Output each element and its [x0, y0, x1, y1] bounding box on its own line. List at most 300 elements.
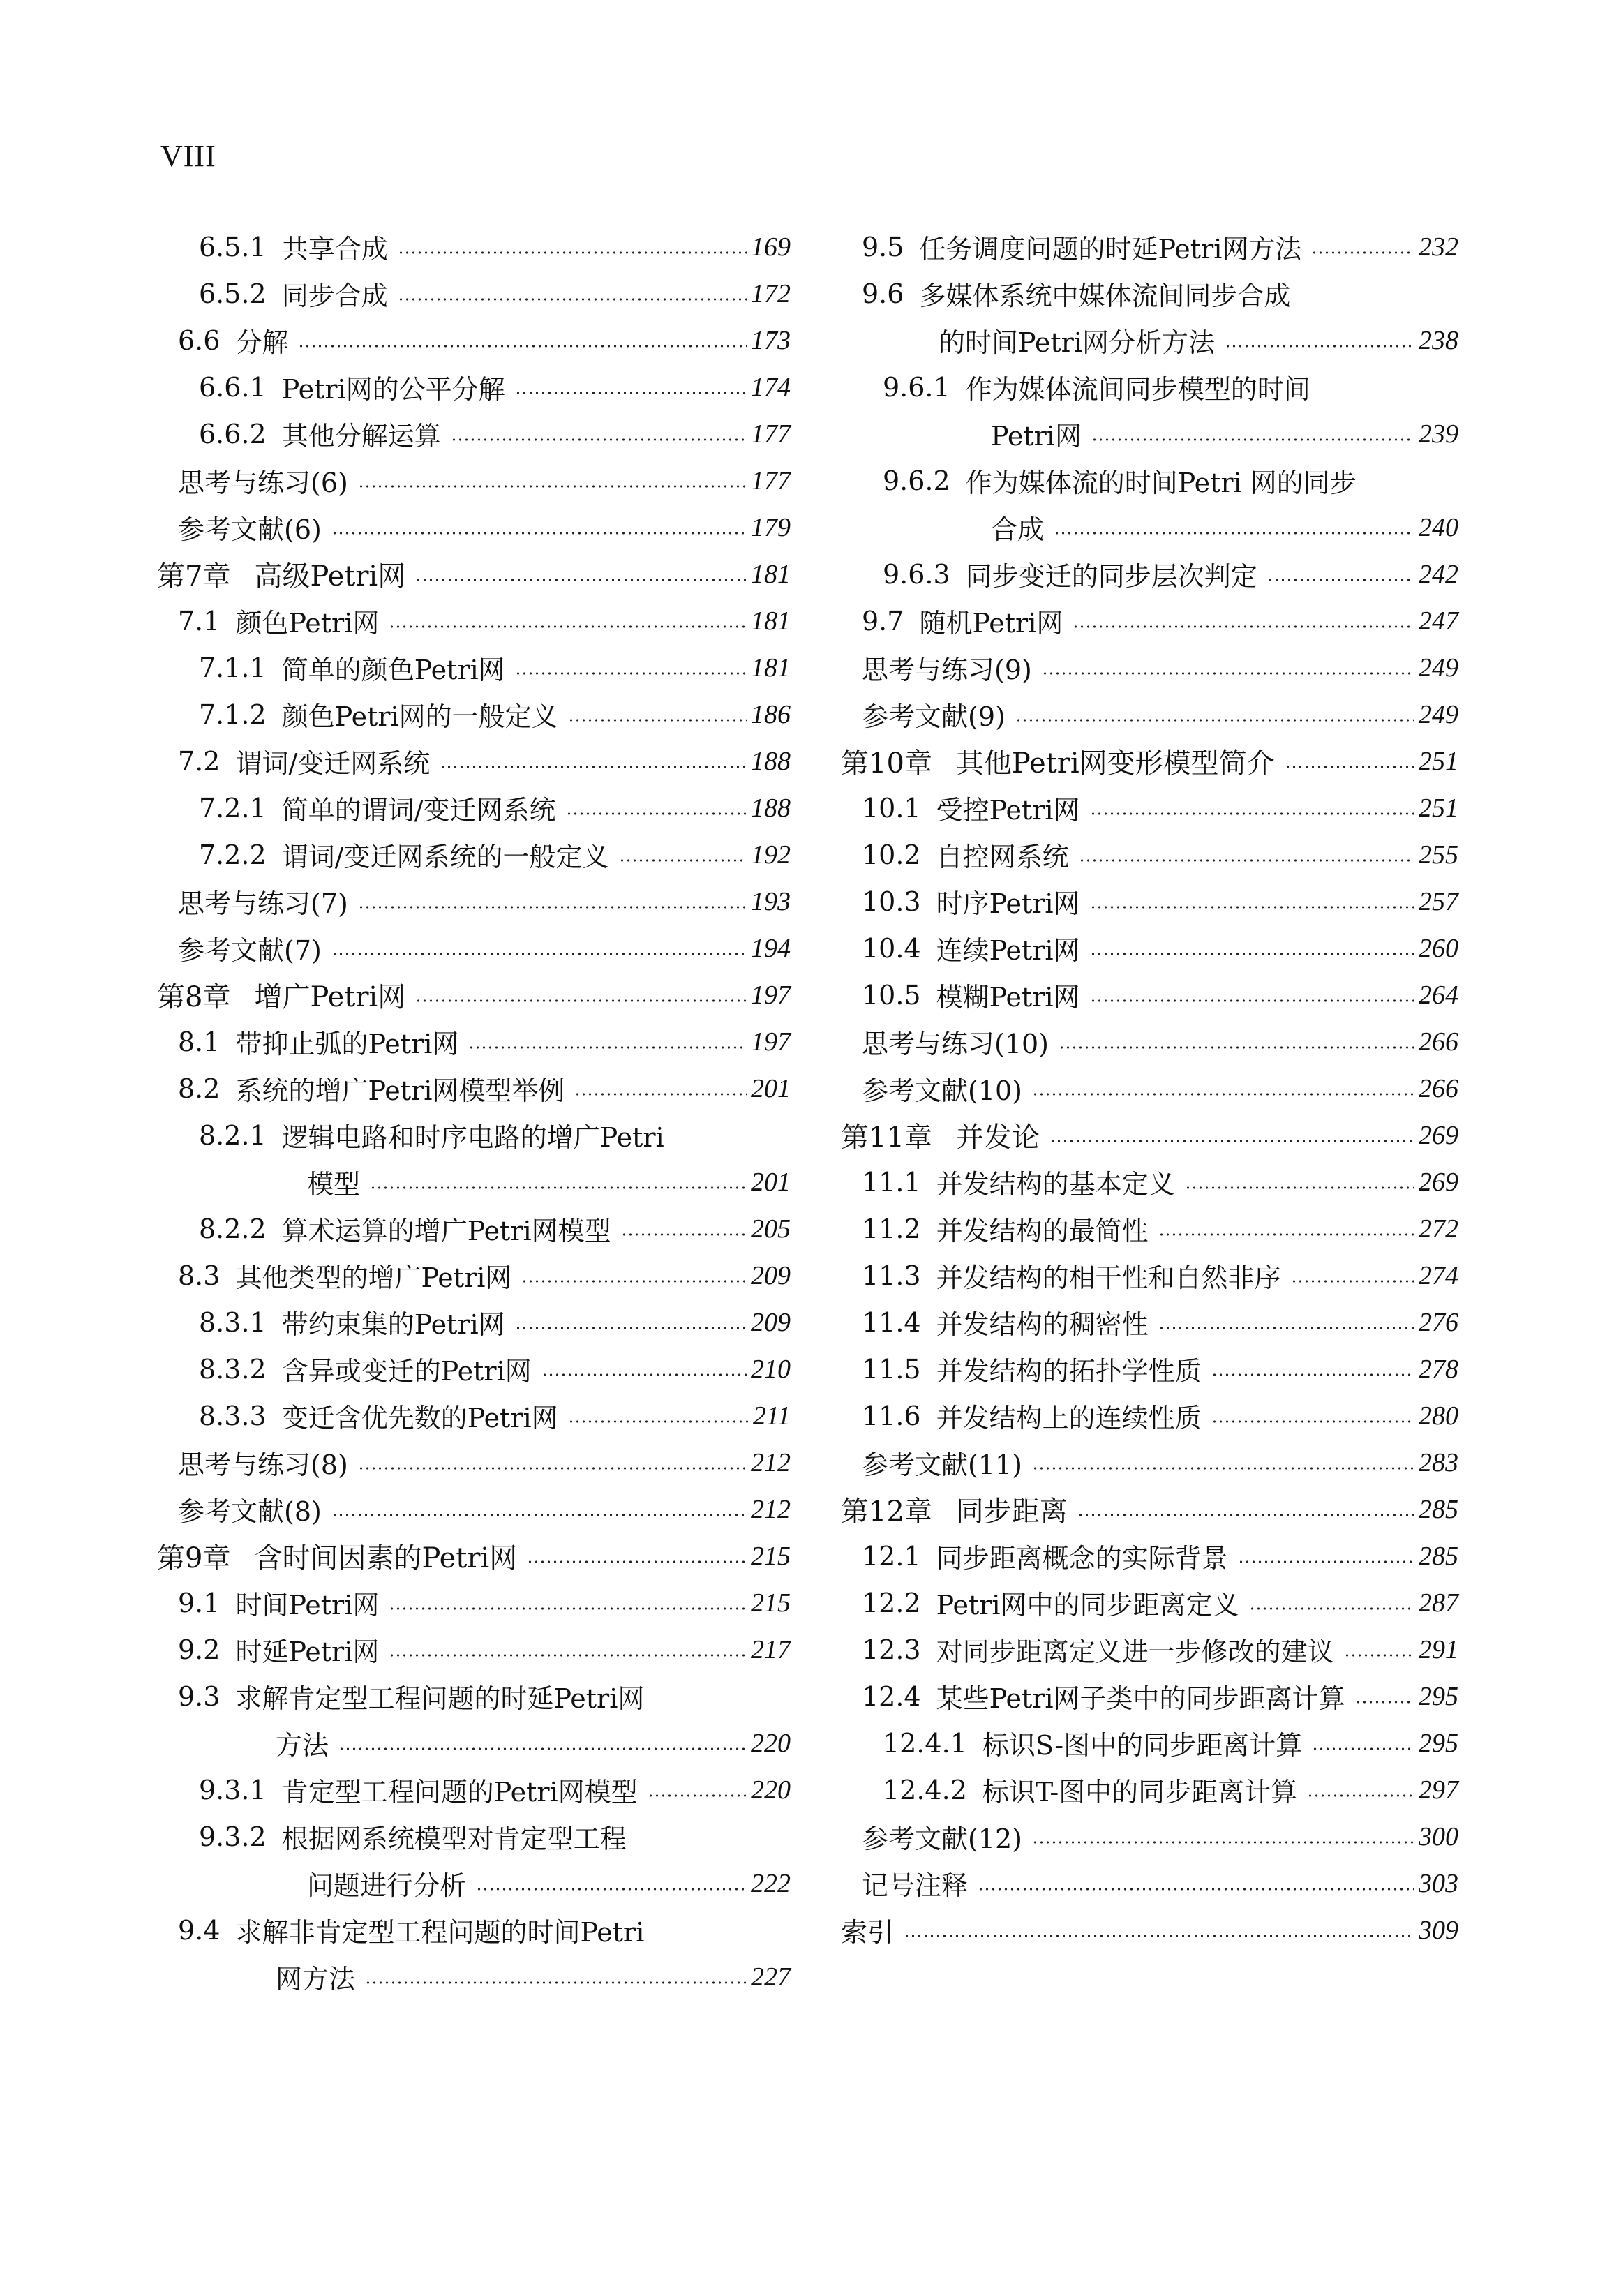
toc-entry-title: Petri网的公平分解: [281, 374, 505, 405]
dot-leader: [1032, 1467, 1414, 1470]
toc-entry: [841, 1907, 1458, 1953]
toc-entry-number: 9.3: [178, 1680, 221, 1712]
toc-entry-page: 303: [1419, 1868, 1458, 1898]
dot-leader: [1307, 1794, 1414, 1797]
toc-entry: [157, 1813, 791, 1860]
toc-entry-number: 11.3: [862, 1260, 921, 1291]
toc-entry-page: 205: [751, 1214, 791, 1244]
toc-entry: [157, 223, 791, 270]
toc-entry-number: 8.3.1: [199, 1306, 267, 1338]
toc-entry-page: 209: [751, 1307, 791, 1337]
toc-entry: [157, 644, 791, 691]
toc-entry-title: 颜色Petri网: [235, 608, 380, 639]
toc-entry: [157, 1673, 791, 1720]
toc-entry: [841, 831, 1458, 878]
toc-entry-title: 谓词/变迁网系统的一般定义: [281, 842, 609, 872]
dot-leader: [398, 251, 747, 254]
toc-entry: [157, 1766, 791, 1813]
dot-leader: [1285, 766, 1414, 768]
toc-entry-number: 11.2: [862, 1213, 921, 1244]
toc-entry-title: Petri网: [991, 421, 1082, 452]
toc-entry-page: 249: [1419, 699, 1458, 729]
toc-entry-page: 227: [751, 1962, 791, 1992]
dot-leader: [1054, 532, 1414, 535]
toc-entry: [157, 457, 791, 504]
toc-entry: [157, 1720, 791, 1766]
toc-entry-number: 12.1: [862, 1540, 921, 1572]
dot-leader: [358, 1467, 747, 1470]
toc-entry-number: 7.2: [178, 745, 221, 777]
dot-leader: [476, 1888, 747, 1891]
dot-leader: [1090, 999, 1414, 1002]
toc-entry-number: 7.1.1: [199, 652, 267, 683]
toc-entry-title: 带约束集的Petri网: [281, 1309, 505, 1340]
dot-leader: [370, 1186, 747, 1189]
dot-leader: [389, 1654, 747, 1657]
toc-entry-number: 7.2.2: [199, 839, 267, 870]
toc-entry-title: 简单的颜色Petri网: [281, 655, 505, 685]
toc-chapter-entry: [841, 1112, 1458, 1158]
dot-leader: [468, 1046, 747, 1049]
toc-entry-number: 8.3: [178, 1260, 221, 1291]
toc-entry: [841, 644, 1458, 691]
toc-entry-page: 220: [751, 1775, 791, 1805]
toc-entry: [841, 410, 1458, 457]
toc-entry-title: 带抑止弧的Petri网: [235, 1029, 459, 1059]
toc-entry: [157, 1626, 791, 1673]
toc-entry-title: 思考与练习(7): [178, 888, 348, 919]
dot-leader: [298, 345, 747, 348]
toc-entry: [841, 270, 1458, 317]
toc-entry-title: 标识T-图中的同步距离计算: [982, 1777, 1298, 1807]
toc-entry: [157, 1860, 791, 1907]
dot-leader: [415, 579, 747, 581]
toc-entry-number: 9.2: [178, 1634, 221, 1665]
toc-entry-page: 291: [1419, 1634, 1458, 1664]
toc-entry-title: 参考文献(7): [178, 935, 322, 966]
toc-entry: [841, 1626, 1458, 1673]
toc-entry-title: 参考文献(6): [178, 514, 322, 545]
toc-entry-number: 10.2: [862, 839, 921, 870]
toc-entry-number: 6.5.1: [199, 231, 267, 262]
dot-leader: [440, 766, 747, 768]
toc-entry-page: 266: [1419, 1073, 1458, 1103]
dot-leader: [1225, 345, 1414, 348]
dot-leader: [1249, 1607, 1414, 1610]
toc-entry-page: 197: [751, 980, 791, 1010]
toc-entry: [157, 878, 791, 925]
dot-leader: [389, 1607, 747, 1610]
toc-entry-number: 10.1: [862, 792, 921, 823]
toc-entry-number: 11.1: [862, 1166, 921, 1198]
toc-entry-title: 并发结构的相干性和自然非序: [936, 1262, 1281, 1293]
toc-entry: [841, 1673, 1458, 1720]
toc-entry: [157, 1065, 791, 1112]
dot-leader: [904, 1935, 1414, 1937]
toc-entry: [157, 738, 791, 784]
toc-entry: [157, 1112, 791, 1158]
toc-entry: [157, 1158, 791, 1205]
dot-leader: [574, 1093, 747, 1096]
toc-entry-number: 9.3.2: [199, 1821, 267, 1852]
toc-entry-number: 9.6.2: [883, 465, 950, 496]
toc-entry-page: 210: [751, 1354, 791, 1384]
toc-entry-title: 模型: [307, 1169, 361, 1200]
dot-leader: [1238, 1560, 1414, 1563]
toc-entry-number: 8.1: [178, 1026, 221, 1057]
toc-entry-number: 12.3: [862, 1634, 921, 1665]
toc-entry: [157, 1392, 791, 1439]
toc-entry: [157, 1345, 791, 1392]
toc-entry-page: 247: [1419, 606, 1458, 636]
toc-entry-page: 212: [751, 1494, 791, 1524]
toc-entry-title: 任务调度问题的时延Petri网方法: [919, 234, 1302, 264]
toc-entry: [157, 1907, 791, 1953]
dot-leader: [521, 1280, 747, 1283]
toc-entry-page: 309: [1419, 1915, 1458, 1945]
toc-entry-title: 根据网系统模型对肯定型工程: [281, 1824, 627, 1854]
toc-entry-page: 297: [1419, 1775, 1458, 1805]
toc-entry: [157, 1018, 791, 1065]
toc-entry-page: 215: [751, 1541, 791, 1571]
page-number: VIII: [160, 139, 216, 173]
toc-entry-page: 269: [1419, 1120, 1458, 1150]
toc-entry-title: 其他分解运算: [281, 421, 441, 452]
toc-entry: [841, 971, 1458, 1018]
toc-entry-title: 随机Petri网: [919, 608, 1063, 639]
toc-entry-page: 251: [1419, 746, 1458, 776]
toc-entry: [841, 1766, 1458, 1813]
toc-entry-title: 并发论: [955, 1121, 1040, 1154]
toc-entry-page: 173: [751, 325, 791, 355]
toc-entry-number: 10.3: [862, 886, 921, 917]
dot-leader: [1291, 1280, 1414, 1283]
toc-entry-number: 第8章: [157, 981, 231, 1013]
toc-entry: [841, 1299, 1458, 1345]
toc-entry-title: 变迁含优先数的Petri网: [281, 1403, 558, 1433]
dot-leader: [566, 812, 747, 815]
dot-leader: [365, 1981, 747, 1984]
dot-leader: [1090, 906, 1414, 909]
toc-entry-page: 278: [1419, 1354, 1458, 1384]
toc-entry-number: 第12章: [841, 1496, 932, 1528]
dot-leader: [978, 1888, 1414, 1891]
toc-entry-title: 求解肯定型工程问题的时延Petri网: [235, 1683, 645, 1714]
toc-entry-title: 谓词/变迁网系统: [235, 748, 431, 779]
toc-entry-number: 9.6: [862, 278, 904, 309]
toc-entry-number: 8.3.2: [199, 1353, 267, 1385]
toc-entry-page: 239: [1419, 419, 1458, 449]
toc-entry: [157, 504, 791, 551]
toc-entry-title: 同步合成: [281, 281, 388, 311]
toc-entry-title: 时序Petri网: [936, 888, 1080, 919]
toc-entry: [157, 784, 791, 831]
toc-entry: [841, 1205, 1458, 1252]
toc-entry: [157, 1953, 791, 2000]
dot-leader: [338, 1747, 747, 1750]
dot-leader: [1355, 1701, 1414, 1704]
dot-leader: [1158, 1327, 1414, 1329]
toc-chapter-entry: [157, 551, 791, 597]
dot-leader: [331, 1514, 747, 1516]
toc-entry-number: 第11章: [841, 1121, 932, 1154]
toc-entry-title: 网方法: [276, 1964, 356, 1995]
toc-entry-title: 索引: [841, 1917, 895, 1948]
dot-leader: [389, 625, 747, 628]
toc-entry-number: 10.5: [862, 979, 921, 1011]
toc-entry-title: 肯定型工程问题的Petri网模型: [281, 1777, 638, 1807]
toc-entry-title: 共享合成: [281, 234, 388, 264]
toc-entry-page: 295: [1419, 1681, 1458, 1711]
toc-entry-title: 受控Petri网: [936, 795, 1080, 826]
toc-entry: [841, 1720, 1458, 1766]
toc-chapter-entry: [157, 1533, 791, 1579]
dot-leader: [1267, 579, 1414, 581]
dot-leader: [1077, 1514, 1414, 1516]
toc-entry-number: 7.2.1: [199, 792, 267, 823]
dot-leader: [1158, 1233, 1414, 1236]
dot-leader: [331, 953, 747, 955]
toc-entry-page: 212: [751, 1447, 791, 1477]
toc-entry: [841, 1065, 1458, 1112]
toc-entry-page: 232: [1419, 232, 1458, 262]
toc-entry-page: 276: [1419, 1307, 1458, 1337]
toc-entry-number: 12.4.2: [883, 1774, 967, 1805]
toc-entry-number: 9.6.1: [883, 371, 950, 403]
toc-entry-page: 269: [1419, 1167, 1458, 1197]
toc-chapter-entry: [841, 738, 1458, 784]
toc-entry-title: 并发结构上的连续性质: [936, 1403, 1202, 1433]
toc-entry: [841, 1860, 1458, 1907]
toc-entry-number: 11.4: [862, 1306, 921, 1338]
toc-entry-title: 多媒体系统中媒体流间同步合成: [919, 281, 1291, 311]
toc-entry-title: 其他Petri网变形模型简介: [955, 747, 1275, 780]
toc-entry-title: 并发结构的基本定义: [936, 1169, 1175, 1200]
toc-entry-page: 264: [1419, 980, 1458, 1010]
toc-entry: [157, 691, 791, 738]
toc-entry: [841, 551, 1458, 597]
dot-leader: [1090, 812, 1414, 815]
dot-leader: [1091, 438, 1414, 441]
toc-entry-page: 181: [751, 559, 791, 589]
toc-entry-page: 174: [751, 372, 791, 402]
dot-leader: [527, 1560, 747, 1563]
toc-entry: [841, 223, 1458, 270]
toc-entry-title: 同步距离概念的实际背景: [936, 1543, 1228, 1574]
toc-entry: [157, 1579, 791, 1626]
toc-entry-title: 连续Petri网: [936, 935, 1080, 966]
toc-entry-title: 算术运算的增广Petri网模型: [281, 1216, 611, 1246]
toc-entry-title: 对同步距离定义进一步修改的建议: [936, 1637, 1334, 1667]
toc-entry-title: 含异或变迁的Petri网: [281, 1356, 532, 1387]
toc-entry: [157, 270, 791, 317]
toc-entry-page: 181: [751, 606, 791, 636]
toc-right-column: [841, 223, 1458, 1953]
toc-entry-title: 简单的谓词/变迁网系统: [281, 795, 556, 826]
toc-entry-page: 211: [752, 1401, 791, 1431]
toc-entry: [841, 504, 1458, 551]
toc-entry-number: 12.4.1: [883, 1727, 967, 1759]
toc-entry-title: 思考与练习(6): [178, 468, 348, 498]
toc-entry-page: 283: [1419, 1447, 1458, 1477]
toc-entry: [841, 784, 1458, 831]
toc-entry-page: 172: [751, 278, 791, 308]
toc-entry: [841, 597, 1458, 644]
toc-entry-page: 201: [751, 1073, 791, 1103]
toc-entry: [157, 1205, 791, 1252]
toc-entry-page: 194: [751, 933, 791, 963]
toc-entry: [841, 925, 1458, 971]
dot-leader: [1211, 1420, 1414, 1423]
dot-leader: [515, 672, 747, 675]
toc-entry-page: 177: [751, 419, 791, 449]
dot-leader: [1312, 1747, 1414, 1750]
toc-entry-title: 模糊Petri网: [936, 982, 1080, 1013]
toc-entry-title: 问题进行分析: [307, 1870, 467, 1901]
toc-entry-title: 某些Petri网子类中的同步距离计算: [936, 1683, 1345, 1714]
toc-entry: [157, 1299, 791, 1345]
toc-entry: [157, 1486, 791, 1533]
toc-left-column: [157, 223, 791, 2000]
toc-entry: [841, 317, 1458, 364]
dot-leader: [568, 719, 747, 722]
toc-entry-title: 增广Petri网: [254, 981, 406, 1013]
toc-entry-title: 思考与练习(8): [178, 1449, 348, 1480]
toc-entry-page: 217: [751, 1634, 791, 1664]
toc-entry-title: 思考与练习(10): [862, 1029, 1049, 1059]
dot-leader: [1211, 1373, 1414, 1376]
toc-entry-page: 192: [751, 840, 791, 870]
dot-leader: [1042, 672, 1414, 675]
dot-leader: [619, 859, 747, 862]
toc-entry: [841, 878, 1458, 925]
dot-leader: [621, 1233, 747, 1236]
toc-entry-title: 含时间因素的Petri网: [254, 1542, 518, 1574]
toc-entry: [841, 1158, 1458, 1205]
toc-entry: [157, 410, 791, 457]
toc-entry-number: 6.6.1: [199, 371, 267, 403]
toc-entry-number: 7.1.2: [199, 699, 267, 730]
toc-entry-page: 220: [751, 1728, 791, 1758]
toc-entry-number: 9.3.1: [199, 1774, 267, 1805]
toc-entry-title: 自控网系统: [936, 842, 1069, 872]
toc-entry-number: 9.7: [862, 605, 904, 636]
toc-entry: [157, 364, 791, 410]
toc-entry: [841, 1533, 1458, 1579]
toc-entry-title: 参考文献(9): [862, 701, 1006, 732]
toc-entry-page: 215: [751, 1588, 791, 1618]
toc-entry: [841, 1392, 1458, 1439]
toc-entry-page: 272: [1419, 1214, 1458, 1244]
toc-entry-page: 255: [1419, 840, 1458, 870]
toc-entry-page: 285: [1419, 1541, 1458, 1571]
toc-entry-page: 251: [1419, 793, 1458, 823]
dot-leader: [1032, 1093, 1414, 1096]
toc-entry-number: 8.2.1: [199, 1119, 267, 1151]
toc-entry-page: 274: [1419, 1260, 1458, 1290]
toc-entry: [841, 1813, 1458, 1860]
toc-entry-page: 209: [751, 1260, 791, 1290]
toc-entry: [157, 317, 791, 364]
toc-entry-title: 参考文献(8): [178, 1496, 322, 1527]
toc-entry-page: 201: [751, 1167, 791, 1197]
toc-entry-number: 9.4: [178, 1914, 221, 1946]
dot-leader: [1073, 625, 1414, 628]
toc-entry: [841, 457, 1458, 504]
toc-entry-title: 分解: [235, 327, 289, 358]
toc-entry-title: 作为媒体流间同步模型的时间: [965, 374, 1310, 405]
toc-entry-title: 并发结构的拓扑学性质: [936, 1356, 1202, 1387]
dot-leader: [541, 1373, 747, 1376]
toc-entry: [157, 925, 791, 971]
toc-entry: [157, 1439, 791, 1486]
toc-entry-page: 197: [751, 1027, 791, 1057]
toc-entry-number: 9.5: [862, 231, 904, 262]
dot-leader: [1032, 1841, 1414, 1844]
toc-entry-page: 177: [751, 465, 791, 495]
toc-entry-page: 179: [751, 512, 791, 542]
toc-entry: [841, 1345, 1458, 1392]
toc-entry-number: 第10章: [841, 747, 932, 780]
toc-entry: [157, 1252, 791, 1299]
toc-entry: [841, 1579, 1458, 1626]
toc-entry-title: 同步变迁的同步层次判定: [965, 561, 1257, 592]
toc-entry-title: 其他类型的增广Petri网: [235, 1262, 512, 1293]
toc-entry-title: 作为媒体流的时间Petri 网的同步: [965, 468, 1357, 498]
dot-leader: [1311, 251, 1414, 254]
dot-leader: [451, 438, 747, 441]
toc-entry-title: 标识S-图中的同步距离计算: [982, 1730, 1303, 1761]
toc-entry-page: 287: [1419, 1588, 1458, 1618]
toc-entry-page: 240: [1419, 512, 1458, 542]
toc-entry-number: 6.6: [178, 325, 221, 356]
dot-leader: [1015, 719, 1414, 722]
toc-entry-title: 参考文献(12): [862, 1824, 1023, 1854]
toc-entry-page: 188: [751, 793, 791, 823]
toc-entry-title: 记号注释: [862, 1870, 969, 1901]
toc-entry-number: 11.6: [862, 1400, 921, 1431]
toc-entry: [157, 831, 791, 878]
dot-leader: [568, 1420, 749, 1423]
toc-entry-page: 222: [751, 1868, 791, 1898]
toc-entry-title: Petri网中的同步距离定义: [936, 1590, 1239, 1620]
toc-entry: [841, 1439, 1458, 1486]
toc-entry-number: 6.6.2: [199, 418, 267, 449]
toc-entry-title: 逻辑电路和时序电路的增广Petri: [281, 1122, 664, 1153]
toc-entry-page: 238: [1419, 325, 1458, 355]
toc-entry-title: 时延Petri网: [235, 1637, 380, 1667]
toc-chapter-entry: [841, 1486, 1458, 1533]
toc-entry-number: 6.5.2: [199, 278, 267, 309]
toc-entry-title: 高级Petri网: [254, 560, 406, 592]
toc-entry-title: 方法: [276, 1730, 329, 1761]
toc-entry: [841, 691, 1458, 738]
toc-entry-page: 181: [751, 653, 791, 683]
toc-entry-title: 参考文献(10): [862, 1075, 1023, 1106]
dot-leader: [415, 999, 747, 1002]
dot-leader: [358, 485, 747, 488]
toc-entry-page: 257: [1419, 886, 1458, 916]
toc-entry-number: 12.2: [862, 1587, 921, 1618]
dot-leader: [1049, 1140, 1414, 1142]
toc-entry-number: 9.6.3: [883, 558, 950, 590]
toc-entry-page: 260: [1419, 933, 1458, 963]
toc-entry-title: 并发结构的稠密性: [936, 1309, 1149, 1340]
toc-entry-page: 249: [1419, 653, 1458, 683]
toc-entry-page: 186: [751, 699, 791, 729]
toc-entry-number: 12.4: [862, 1680, 921, 1712]
toc-entry-number: 11.5: [862, 1353, 921, 1385]
